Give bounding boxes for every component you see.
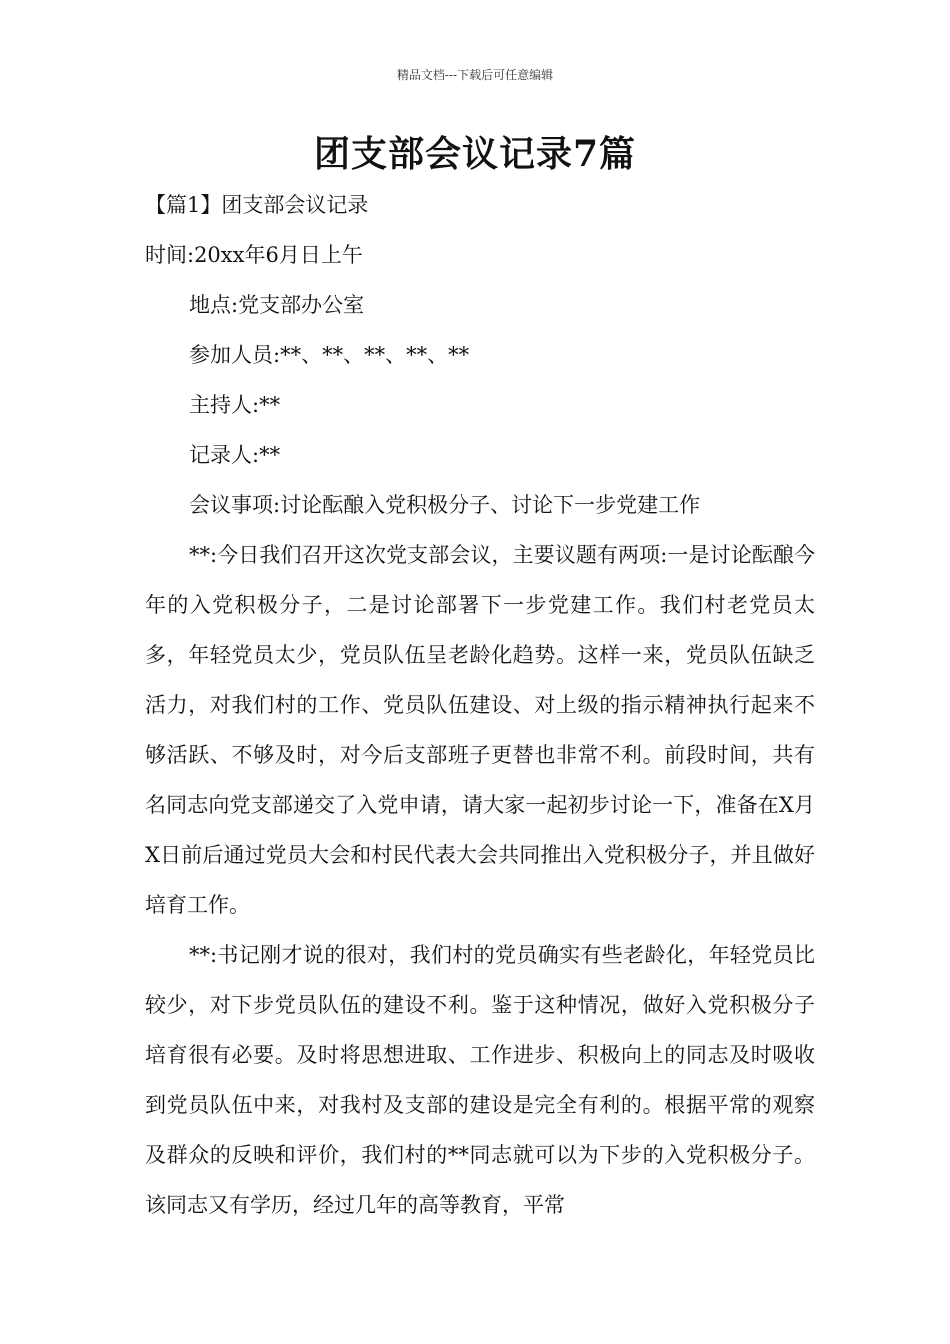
- meeting-location: 地点:党支部办公室: [189, 293, 365, 317]
- body-paragraph: **:书记刚才说的很对，我们村的党员确实有些老龄化，年轻党员比较少，对下步党员队伍的建设不利。鉴于这种情况，做好入党积极分子培育很有必要。及时将思想进取、工作进步、积极向上的同志及时吸收到党员队伍中来，对我村及支部的建设是完全有利的。根据平常的观察及群众的反映和评价，我们村的**同志就可以为下步的入党积极分子。该同志又有学历，经过几年的高等教育，平常: [145, 943, 815, 1217]
- meeting-agenda: 会议事项:讨论酝酿入党积极分子、讨论下一步党建工作: [189, 493, 701, 517]
- meeting-recorder: 记录人:**: [189, 443, 281, 467]
- document-body: [145, 180, 815, 1230]
- meeting-host: 主持人:**: [189, 393, 281, 417]
- meeting-participants: 参加人员:**、**、**、**、**: [189, 343, 470, 367]
- header-note: 精品文档---下载后可任意编辑: [396, 68, 554, 82]
- body-paragraph: **:今日我们召开这次党支部会议，主要议题有两项:一是讨论酝酿今年的入党积极分子，二是讨论部署下一步党建工作。我们村老党员太多，年轻党员太少，党员队伍呈老龄化趋势。这样一来，党员队伍缺乏活力，对我们村的工作、党员队伍建设、对上级的指示精神执行起来不够活跃、不够及时，对今后支部班子更替也非常不利。前段时间，共有名同志向党支部递交了入党申请，请大家一起初步讨论一下，准备在X月X日前后通过党员大会和村民代表大会共同推出入党积极分子，并且做好培育工作。: [145, 543, 815, 917]
- section-heading: 【篇1】团支部会议记录: [145, 193, 369, 217]
- meeting-time: 时间:20xx年6月日上午: [145, 243, 363, 267]
- document-title: 团支部会议记录7篇: [313, 133, 637, 175]
